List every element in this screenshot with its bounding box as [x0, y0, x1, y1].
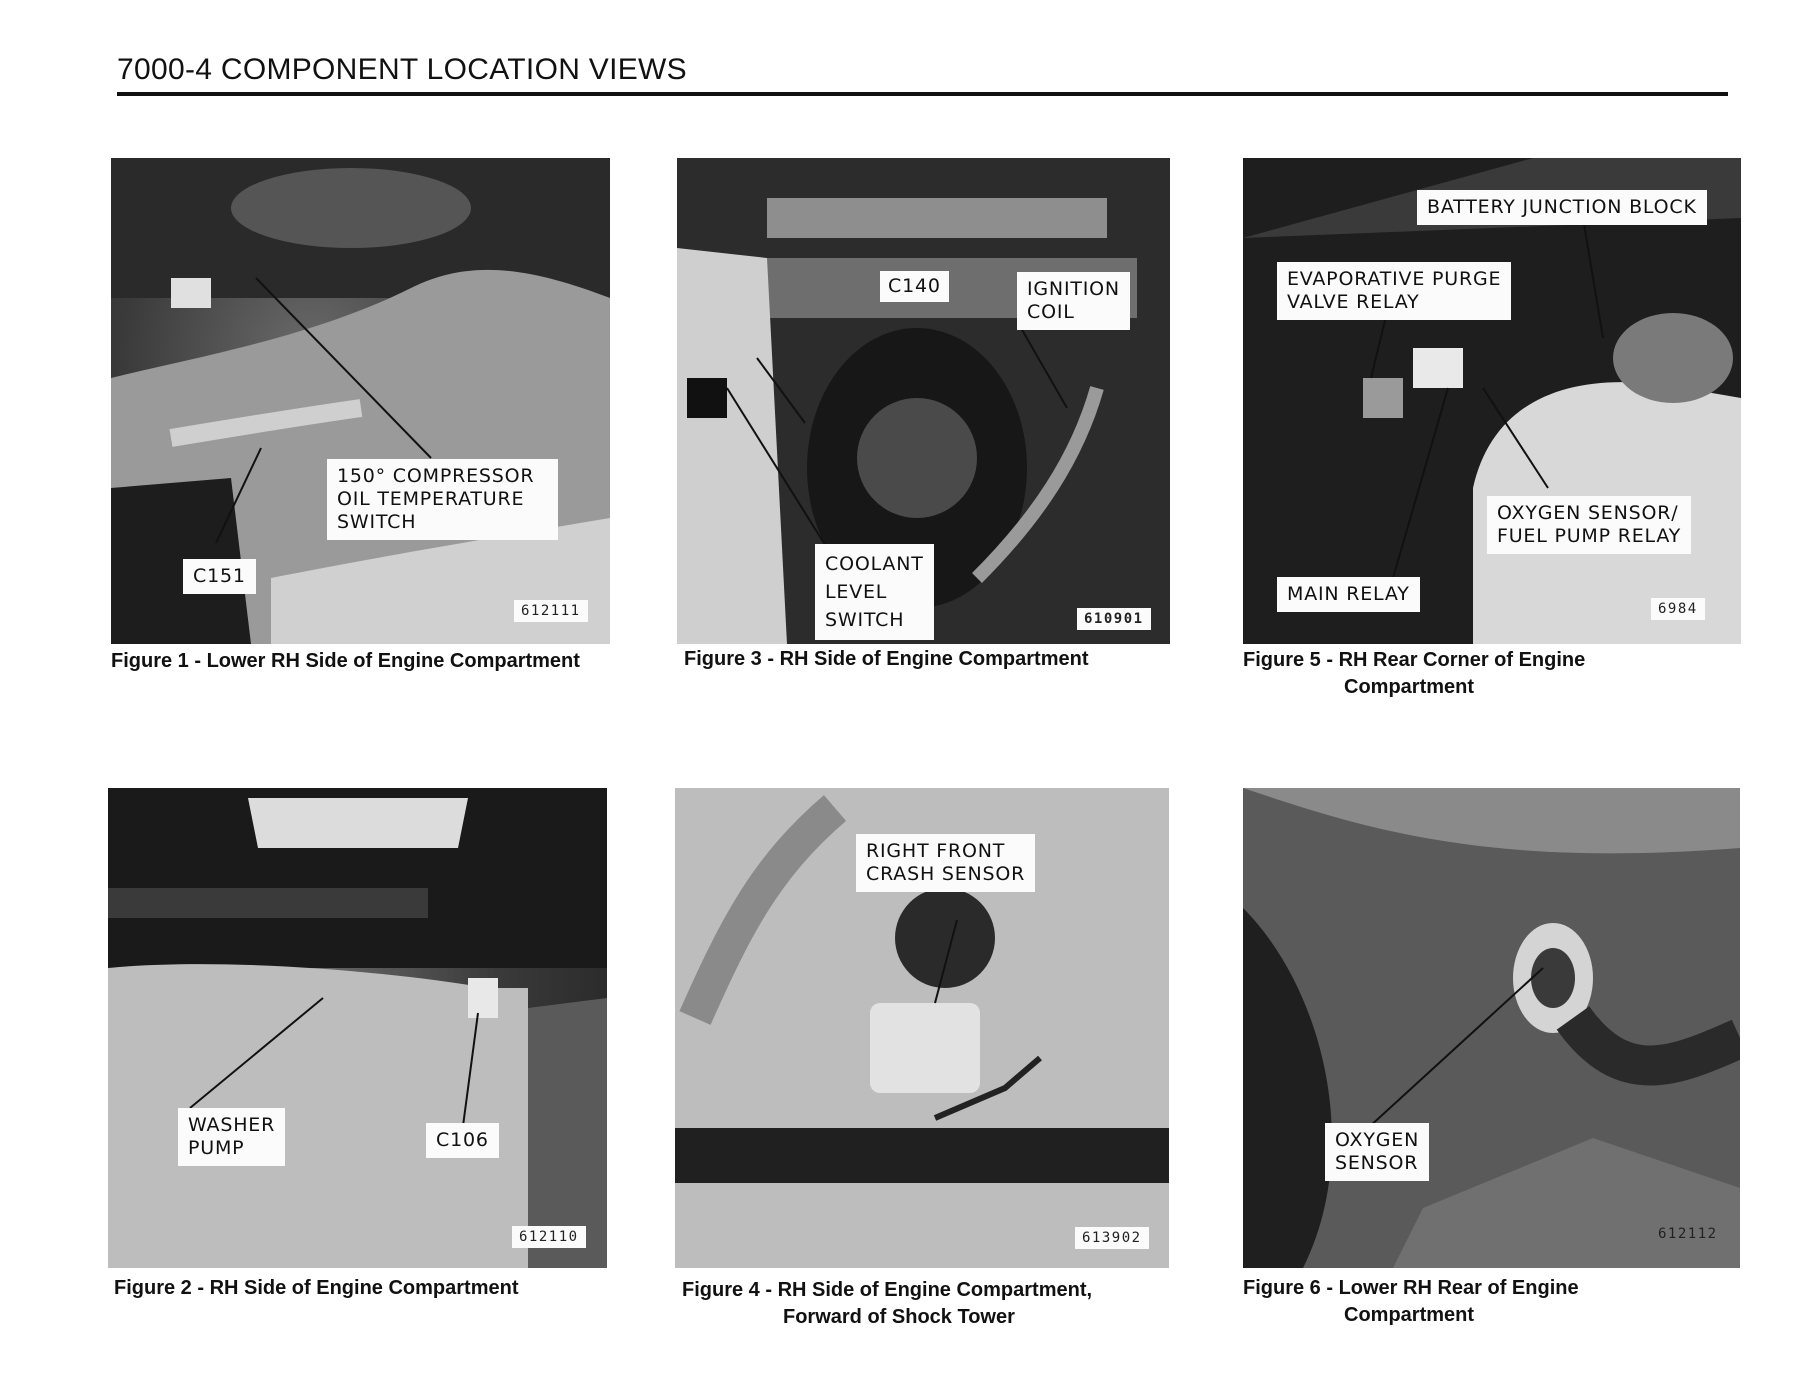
- figure-5-caption: [1243, 647, 1585, 701]
- figure-6-photo-code: 612112: [1658, 1226, 1718, 1242]
- header-rule: [117, 92, 1728, 96]
- figure-5-photo: [1243, 158, 1741, 644]
- figure-3-photo-code: 610901: [1077, 608, 1151, 630]
- figure-3-callout-c140: C140: [880, 271, 949, 302]
- figure-6-caption-line-2: Compartment: [1344, 1304, 1475, 1326]
- figure-5-callout-oxygen-sensor-fuel-pump-relay: OXYGEN SENSOR/ FUEL PUMP RELAY: [1487, 496, 1691, 554]
- figure-4-photo-code: 613902: [1075, 1227, 1149, 1249]
- figure-2-callout-c106: C106: [426, 1123, 499, 1158]
- figure-1-caption: Figure 1 - Lower RH Side of Engine Compartment: [111, 650, 580, 672]
- figure-3-callout-ignition-coil: IGNITION COIL: [1017, 272, 1130, 330]
- figure-5-callout-evaporative-purge-valve-relay: EVAPORATIVE PURGE VALVE RELAY: [1277, 262, 1511, 320]
- figure-6-caption: [1243, 1275, 1579, 1329]
- figure-6-photo: [1243, 788, 1740, 1268]
- page-title: 7000-4 COMPONENT LOCATION VIEWS: [117, 53, 687, 86]
- figure-1-callout-compressor-switch: 150° COMPRESSOR OIL TEMPERATURE SWITCH: [327, 459, 558, 540]
- figure-1-callout-c151: C151: [183, 559, 256, 594]
- figure-2-photo: [108, 788, 607, 1268]
- page-header: [117, 50, 1728, 90]
- figure-5-caption-line-1: Figure 5 - RH Rear Corner of Engine: [1243, 649, 1586, 671]
- figure-4-callout-right-front-crash-sensor: RIGHT FRONT CRASH SENSOR: [856, 834, 1035, 892]
- figure-4-caption-line-2: Forward of Shock Tower: [783, 1306, 1015, 1328]
- figure-2-illustration: [108, 788, 607, 1268]
- figure-4-caption: [682, 1277, 1092, 1331]
- figure-6-callout-oxygen-sensor: OXYGEN SENSOR: [1325, 1123, 1429, 1181]
- figure-6-caption-line-1: Figure 6 - Lower RH Rear of Engine: [1243, 1277, 1579, 1299]
- figure-3-callout-coolant-level-switch: COOLANT LEVEL SWITCH: [815, 544, 934, 640]
- figure-5-photo-code: 6984: [1651, 598, 1705, 620]
- figure-5-illustration: [1243, 158, 1741, 644]
- figure-2-photo-code: 612110: [512, 1226, 586, 1248]
- figure-2-caption: Figure 2 - RH Side of Engine Compartment: [114, 1277, 519, 1299]
- figure-5-caption-line-2: Compartment: [1344, 676, 1475, 698]
- figure-6-illustration: [1243, 788, 1740, 1268]
- figure-3-caption: Figure 3 - RH Side of Engine Compartment: [684, 648, 1089, 670]
- figure-4-caption-line-1: Figure 4 - RH Side of Engine Compartment,: [682, 1279, 1093, 1301]
- figure-2-callout-washer-pump: WASHER PUMP: [178, 1108, 285, 1166]
- figure-5-callout-main-relay: MAIN RELAY: [1277, 577, 1420, 612]
- figure-1-photo-code: 612111: [514, 600, 588, 622]
- figure-5-callout-battery-junction-block: BATTERY JUNCTION BLOCK: [1417, 190, 1707, 225]
